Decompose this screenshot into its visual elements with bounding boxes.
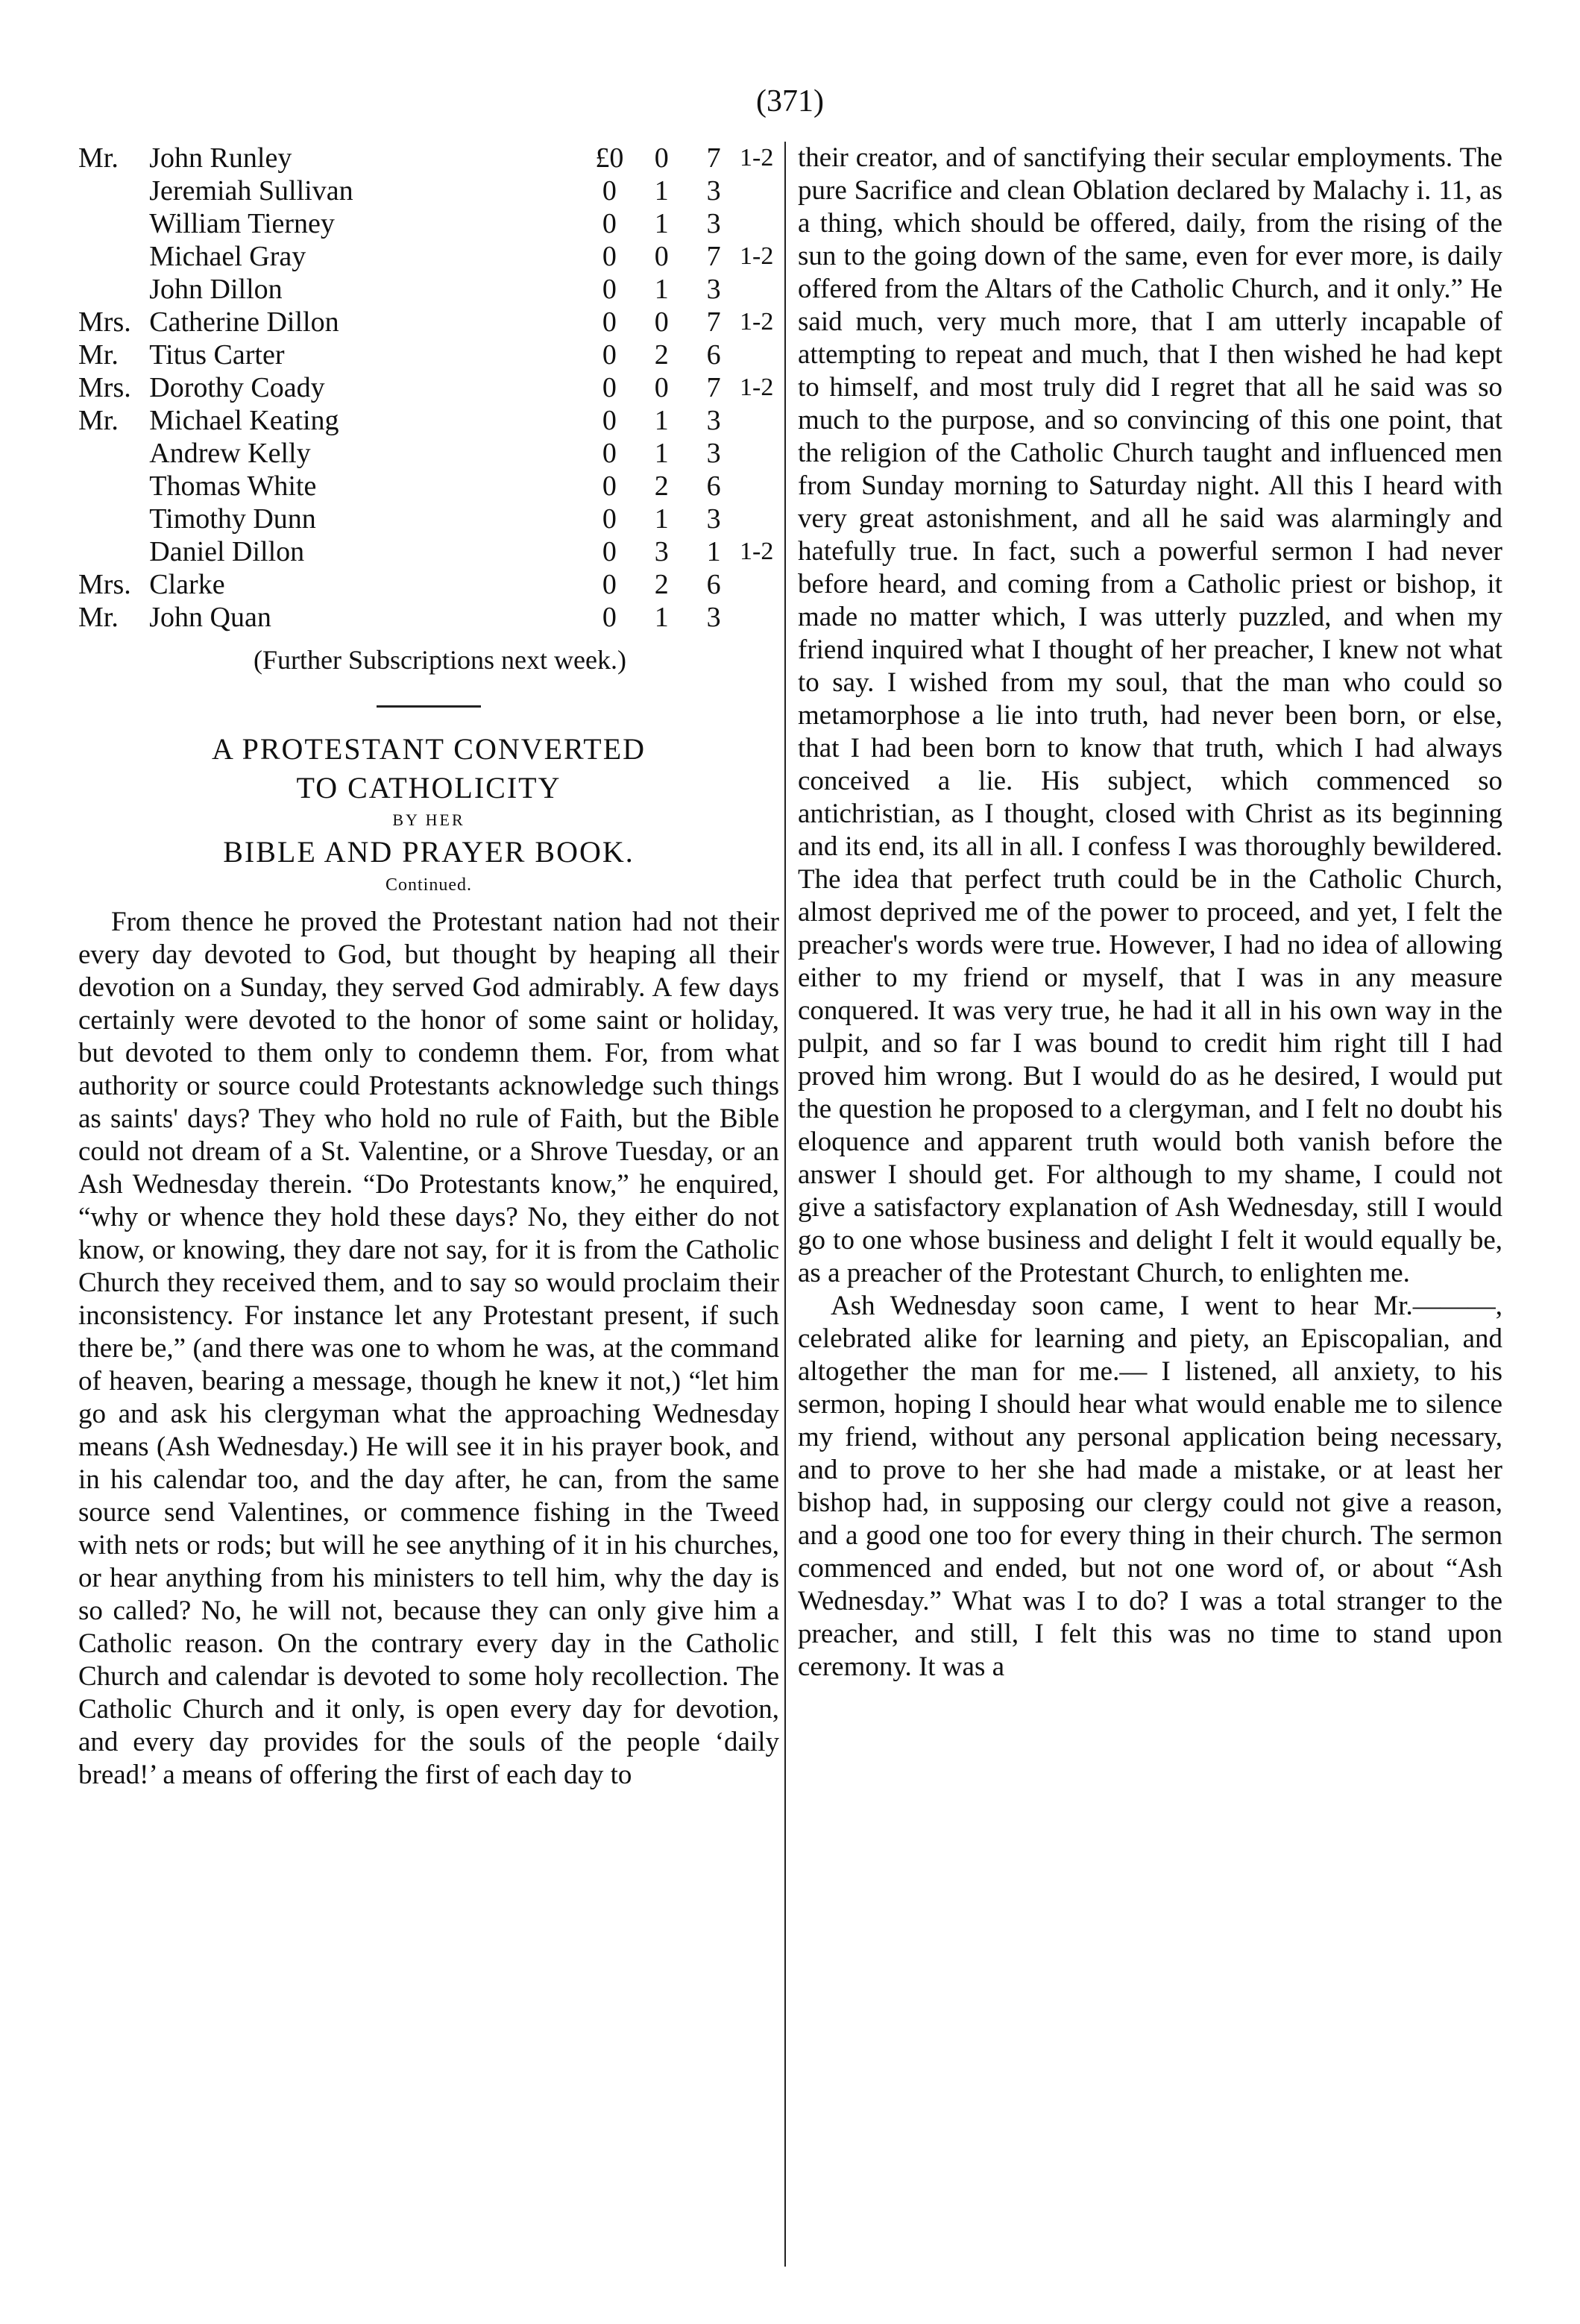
subscriber-title xyxy=(78,503,149,535)
amount-shillings: 1 xyxy=(654,438,669,469)
subscriber-name: Michael Gray xyxy=(149,241,306,272)
continued-label: Continued. xyxy=(385,875,472,895)
amount-pence: 3 xyxy=(706,208,721,239)
amount-shillings: 1 xyxy=(654,602,669,633)
amount-pence: 7 xyxy=(706,306,721,338)
subscription-row xyxy=(78,371,779,404)
amount-shillings: 0 xyxy=(654,241,669,272)
right-body-paragraph-1: their creator, and of sanctifying their secular employments. The pure Sacrifice and clean Oblation declared by Malachy i. 11, as a thing, which should be offered, daily, from the rising of the sun to the going down of the same, even for ever more, is daily offered from the Altars of the Catholic Church, and it only.” He said much, very much more, that I am utterly incapable of attempting to repeat and much, that I then wished he had kept to himself, and most truly did I regret that all he said was so much to the purpose, and so convincing of this one point, that the religion of the Catholic Church taught and influenced men from Sunday morning to Saturday night. All this I heard with very great astonishment, and all he said was alarmingly and hatefully true. In fact, such a powerful sermon I had never before heard, and coming from a Catholic priest or bishop, it made no matter which, I was utterly puzzled, and when my friend inquired what I thought of her preacher, I knew not what to say. I wished from my soul, that the man who could so metamorphose a lie into truth, had never been born, or else, that I had been born to know that truth, which I had always conceived a lie. His subject, which commenced so antichristian, as I thought, closed with Christ as its beginning and its end, its all in all. I confess I was thoroughly bewildered. The idea that perfect truth could be in the Catholic Church, almost deprived me of the power to proceed, and yet, I felt the preacher's words were true. However, I had no idea of allowing either to my friend or myself, that I was in any measure conquered. It was very true, he had it all in his own way in the pulpit, and so far I was bound to credit him right till I had proved him wrong. But I would do as he desired, I would put the question he proposed to a clergyman, and I felt no doubt his eloquence and apparent truth would both vanish before the answer I should get. For although to my shame, I could not give a satisfactory explanation of Ash Wednesday, still I would go to one whose business and delight I felt it would equally be, as a preacher of the Protestant Church, to enlighten me. xyxy=(798,142,1502,1288)
subscriber-name: Andrew Kelly xyxy=(149,438,311,469)
amount-pounds: 0 xyxy=(602,569,617,600)
amount-fraction xyxy=(740,273,779,306)
amount-pounds: 0 xyxy=(602,208,617,239)
right-column xyxy=(798,142,1502,1684)
amount-shillings: 0 xyxy=(654,306,669,338)
subscription-row xyxy=(78,207,779,240)
left-body-paragraph: From thence he proved the Protestant nation had not their every day devoted to God, but thought by heaping all their devotion on a Sunday, they served God admirably. A few days certainly were devoted to the honor of some saint or holiday, but devoted to them only to condemn them. For, from what authority or source could Protestants acknowledge such things as saints' days? They who hold no rule of Faith, but the Bible could not dream of a St. Valentine, or a Shrove Tuesday, or an Ash Wednesday therein. “Do Protestants know,” he enquired, “why or whence they hold these days? No, they either do not know, or knowing, they dare not say, for it is from the Catholic Church they received them, and to say so would proclaim their inconsistency. For instance let any Protestant present, if such there be,” (and there was one to whom he was, at the command of heaven, bearing a message, though he knew it not,) “let him go and ask his clergyman what the approaching Wednesday means (Ash Wednesday.) He will see it in his prayer book, and in his calendar too, and the day after, he can, from the same source send Valentines, or commence fishing in the Tweed with nets or rods; but will he see anything of it in his churches, or hear anything from his ministers to tell him, why the day is so called? No, he will not, because they can only give him a Catholic reason. On the contrary every day in the Catholic Church and calendar is devoted to some holy recollection. The Catholic Church and it only, is open every day for devotion, and every day provides for the souls of the people ‘daily bread!’ a means of offering the first of each day to xyxy=(78,907,779,1790)
subscriber-title xyxy=(78,240,149,273)
amount-fraction xyxy=(740,470,779,503)
amount-shillings: 0 xyxy=(654,372,669,403)
amount-pence: 7 xyxy=(706,372,721,403)
amount-fraction: 1-2 xyxy=(740,538,774,565)
subscription-row xyxy=(78,174,779,207)
subscription-row xyxy=(78,568,779,601)
subscriber-name: Jeremiah Sullivan xyxy=(149,175,353,207)
amount-pence: 3 xyxy=(706,405,721,436)
amount-fraction: 1-2 xyxy=(740,242,774,270)
subscriber-name: Thomas White xyxy=(149,470,317,502)
subscriber-title xyxy=(78,437,149,470)
amount-shillings: 1 xyxy=(654,274,669,305)
amount-shillings: 2 xyxy=(654,470,669,502)
subscriber-title: Mr. xyxy=(78,339,119,371)
further-subscriptions-note: (Further Subscriptions next week.) xyxy=(254,645,626,675)
amount-fraction: 1-2 xyxy=(740,144,774,171)
amount-shillings: 1 xyxy=(654,208,669,239)
subscriber-title: Mr. xyxy=(78,602,119,633)
subscriber-title xyxy=(78,207,149,240)
subscriber-title xyxy=(78,470,149,503)
amount-pounds: 0 xyxy=(602,503,617,535)
article-title-line1: A PROTESTANT CONVERTED xyxy=(211,732,646,766)
subscriber-title: Mrs. xyxy=(78,569,131,600)
subscriber-name: Catherine Dillon xyxy=(149,306,339,338)
subscription-row xyxy=(78,601,779,634)
subscription-row xyxy=(78,470,779,503)
subscription-row xyxy=(78,142,779,174)
subscriber-name: Daniel Dillon xyxy=(149,536,305,567)
amount-pounds: 0 xyxy=(602,372,617,403)
amount-shillings: 1 xyxy=(654,503,669,535)
subscription-row xyxy=(78,437,779,470)
amount-pence: 3 xyxy=(706,274,721,305)
subscriber-name: John Quan xyxy=(149,602,271,633)
amount-pounds: 0 xyxy=(602,536,617,567)
subscription-row xyxy=(78,535,779,568)
amount-pounds: 0 xyxy=(602,306,617,338)
amount-fraction xyxy=(740,174,779,207)
amount-pounds: 0 xyxy=(602,405,617,436)
amount-shillings: 2 xyxy=(654,569,669,600)
amount-fraction: 1-2 xyxy=(740,374,774,401)
subscriber-name: John Runley xyxy=(149,142,292,174)
subscriber-name: Michael Keating xyxy=(149,405,339,436)
subscriber-title xyxy=(78,273,149,306)
amount-fraction xyxy=(740,207,779,240)
amount-shillings: 1 xyxy=(654,405,669,436)
amount-fraction xyxy=(740,503,779,535)
amount-shillings: 2 xyxy=(654,339,669,371)
subscriber-name: Timothy Dunn xyxy=(149,503,316,535)
subscriber-name: Clarke xyxy=(149,569,225,600)
amount-pence: 3 xyxy=(706,602,721,633)
subscriber-title: Mr. xyxy=(78,142,119,174)
amount-pounds: 0 xyxy=(602,470,617,502)
subscriber-name: John Dillon xyxy=(149,274,283,305)
article-subtitle: BIBLE AND PRAYER BOOK. xyxy=(223,835,635,869)
subscriber-title: Mrs. xyxy=(78,306,131,338)
subscription-row xyxy=(78,338,779,371)
subscriber-name: Titus Carter xyxy=(149,339,285,371)
amount-fraction xyxy=(740,568,779,601)
amount-fraction: 1-2 xyxy=(740,308,774,336)
amount-pence: 3 xyxy=(706,503,721,535)
amount-pounds: 0 xyxy=(602,175,617,207)
amount-shillings: 1 xyxy=(654,175,669,207)
amount-shillings: 3 xyxy=(654,536,669,567)
amount-pence: 1 xyxy=(706,536,721,567)
amount-fraction xyxy=(740,338,779,371)
subscriber-title xyxy=(78,535,149,568)
article-by-line: BY HER xyxy=(392,810,465,829)
page-number: (371) xyxy=(756,84,824,119)
subscriber-title xyxy=(78,174,149,207)
amount-pounds: 0 xyxy=(602,602,617,633)
amount-fraction xyxy=(740,437,779,470)
subscription-row xyxy=(78,404,779,437)
subscription-row xyxy=(78,240,779,273)
subscriber-title: Mr. xyxy=(78,405,119,436)
subscription-list xyxy=(78,142,779,634)
right-body-paragraph-2: Ash Wednesday soon came, I went to hear Mr.———, celebrated alike for learning and piety, an Episcopalian, and altogether the man for me.— I listened, all anxiety, to his sermon, hoping I should hear what would enable me to silence my friend, without any personal application being necessary, and to prove to her she had made a mistake, or at least her bishop had, in supposing our clergy could not give a reason, and a good one too for every thing in their church. The sermon commenced and ended, but not one word of, or about “Ash Wednesday.” What was I to do? I was a total stranger to the preacher, and still, I felt this was no time to stand upon ceremony. It was a xyxy=(798,1291,1502,1682)
section-divider xyxy=(377,705,481,708)
amount-pounds: 0 xyxy=(602,241,617,272)
amount-pounds: 0 xyxy=(602,438,617,469)
article-title-line2: TO CATHOLICITY xyxy=(296,771,561,804)
amount-pence: 7 xyxy=(706,241,721,272)
subscription-row xyxy=(78,306,779,338)
amount-pence: 3 xyxy=(706,175,721,207)
column-divider xyxy=(784,142,786,2267)
subscriber-name: William Tierney xyxy=(149,208,335,239)
amount-pence: 7 xyxy=(706,142,721,174)
amount-pence: 6 xyxy=(706,470,721,502)
left-column xyxy=(78,142,779,1792)
subscriber-title: Mrs. xyxy=(78,372,131,403)
amount-pounds: 0 xyxy=(602,274,617,305)
amount-fraction xyxy=(740,404,779,437)
amount-pence: 6 xyxy=(706,339,721,371)
amount-pounds: 0 xyxy=(602,339,617,371)
subscriber-name: Dorothy Coady xyxy=(149,372,325,403)
amount-shillings: 0 xyxy=(654,142,669,174)
amount-fraction xyxy=(740,601,779,634)
amount-pence: 6 xyxy=(706,569,721,600)
amount-pounds: £0 xyxy=(595,142,624,174)
amount-pence: 3 xyxy=(706,438,721,469)
subscription-row xyxy=(78,273,779,306)
subscription-row xyxy=(78,503,779,535)
